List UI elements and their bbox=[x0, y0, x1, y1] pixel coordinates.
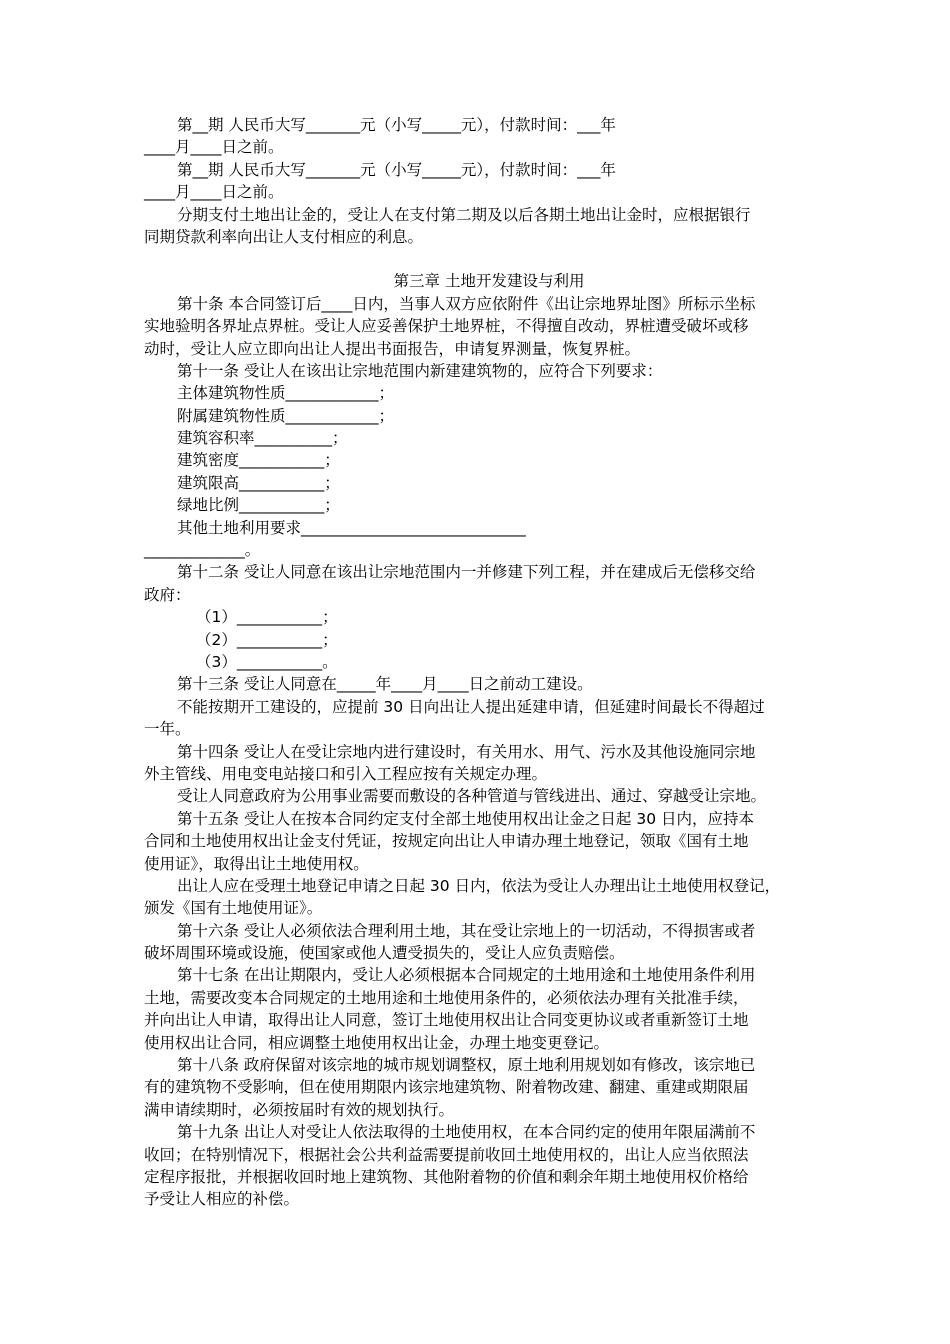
article-18-line: 有的建筑物不受影响，但在使用期限内该宗地建筑物、附着物改建、翻建、重建或期限届 bbox=[144, 1078, 749, 1097]
requirement-item: 建筑密度___________； bbox=[177, 451, 340, 470]
article-17-line: 土地，需要改变本合同规定的土地用途和土地使用条件的，必须依法办理有关批准手续， bbox=[144, 988, 749, 1007]
article-18-line: 第十八条 政府保留对该宗地的城市规划调整权，原土地利用规划如有修改，该宗地已 bbox=[177, 1056, 756, 1075]
installment-date-line: ____月____日之前。 bbox=[144, 138, 284, 157]
article-16-line: 破坏周围环境或设施，使国家或他人遭受损失的，受让人应负责赔偿。 bbox=[144, 944, 625, 963]
article-17-line: 并向出让人申请，取得出让人同意，签订土地使用权出让合同变更协议或者重新签订土地 bbox=[144, 1011, 749, 1030]
paragraph-line: 分期支付土地出让金的，受让人在支付第二期及以后各期土地出让金时，应根据银行 bbox=[177, 205, 751, 224]
article-12-line: 第十二条 受让人同意在该出让宗地范围内一并修建下列工程，并在建成后无偿移交给 bbox=[177, 563, 756, 582]
requirement-item: 其他土地利用要求_____________________________ bbox=[177, 518, 526, 537]
article-16-line: 第十六条 受让人必须依法合理利用土地，其在受让宗地上的一切活动，不得损害或者 bbox=[177, 921, 756, 940]
paragraph-line: 出让人应在受理土地登记申请之日起 30 日内，依法为受让人办理出让土地使用权登记， bbox=[177, 876, 781, 895]
paragraph-line: 同期贷款利率向出让人支付相应的利息。 bbox=[144, 227, 424, 246]
installment-date-line: ____月____日之前。 bbox=[144, 183, 284, 202]
requirement-item: 附属建筑物性质____________； bbox=[177, 406, 395, 425]
installment-line: 第__期 人民币大写_______元（小写_____元），付款时间：___年 bbox=[177, 160, 616, 179]
article-10-line: 第十条 本合同签订后____日内，当事人双方应依附件《出让宗地界址图》所标示坐标 bbox=[177, 294, 756, 313]
article-14-line: 外主管线、用电变电站接口和引入工程应按有关规定办理。 bbox=[144, 764, 548, 783]
paragraph-line: 不能按期开工建设的，应提前 30 日向出让人提出延建申请，但延建时间最长不得超过 bbox=[177, 697, 765, 716]
chapter-heading: 第三章 土地开发建设与利用 bbox=[393, 272, 585, 291]
paragraph-line: 颁发《国有土地使用证》。 bbox=[144, 899, 323, 918]
article-15-line: 使用证》，取得出让土地使用权。 bbox=[144, 854, 369, 873]
article-19-line: 收回；在特别情况下，根据社会公共利益需要提前收回土地使用权的，出让人应当依照法 bbox=[144, 1145, 749, 1164]
requirement-item: 建筑限高___________； bbox=[177, 473, 340, 492]
article-13-line: 第十三条 受让人同意在_____年____月____日之前动工建设。 bbox=[177, 675, 593, 694]
article-12-line: 政府： bbox=[144, 585, 191, 604]
article-11-line: 第十一条 受让人在该出让宗地范围内新建建筑物的，应符合下列要求： bbox=[177, 361, 663, 380]
article-14-line: 第十四条 受让人在受让宗地内进行建设时，有关用水、用气、污水及其他设施同宗地 bbox=[177, 742, 756, 761]
article-10-line: 动时，受让人应立即向出让人提出书面报告，申请复界测量，恢复界桩。 bbox=[144, 339, 641, 358]
requirement-item: 建筑容积率__________； bbox=[177, 429, 348, 448]
article-17-line: 第十七条 在出让期限内，受让人必须根据本合同规定的土地用途和土地使用条件利用 bbox=[177, 966, 756, 985]
article-18-line: 满申请续期时，必须按届时有效的规划执行。 bbox=[144, 1100, 455, 1119]
article-15-line: 第十五条 受让人在按本合同约定支付全部土地使用权出让金之日起 30 日内，应持本 bbox=[177, 809, 755, 828]
article-19-line: 予受让人相应的补偿。 bbox=[144, 1190, 300, 1209]
requirement-item: 绿地比例___________； bbox=[177, 496, 340, 515]
paragraph-line: 一年。 bbox=[144, 720, 191, 739]
article-19-line: 第十九条 出让人对受让人依法取得的土地使用权，在本合同约定的使用年限届满前不 bbox=[177, 1123, 756, 1142]
contract-page bbox=[144, 114, 814, 1211]
spacer bbox=[144, 248, 814, 270]
article-15-line: 合同和土地使用权出让金支付凭证，按规定向出让人申请办理土地登记，领取《国有土地 bbox=[144, 832, 749, 851]
article-17-line: 使用权出让合同，相应调整土地使用权出让金，办理土地变更登记。 bbox=[144, 1033, 610, 1052]
paragraph-line: 受让人同意政府为公用事业需要而敷设的各种管道与管线进出、通过、穿越受让宗地。 bbox=[177, 787, 767, 806]
project-item: （2）___________； bbox=[196, 630, 338, 649]
project-item: （1）___________； bbox=[196, 608, 338, 627]
requirement-item: 主体建筑物性质____________； bbox=[177, 384, 395, 403]
article-19-line: 定程序报批，并根据收回时地上建筑物、其他附着物的价值和剩余年期土地使用权价格给 bbox=[144, 1167, 749, 1186]
project-item: （3）___________。 bbox=[196, 652, 338, 671]
installment-line: 第__期 人民币大写_______元（小写_____元），付款时间：___年 bbox=[177, 116, 616, 134]
article-10-line: 实地验明各界址点界桩。受让人应妥善保护土地界桩，不得擅自改动，界桩遭受破坏或移 bbox=[144, 317, 749, 336]
requirement-item: _____________。 bbox=[144, 541, 261, 560]
